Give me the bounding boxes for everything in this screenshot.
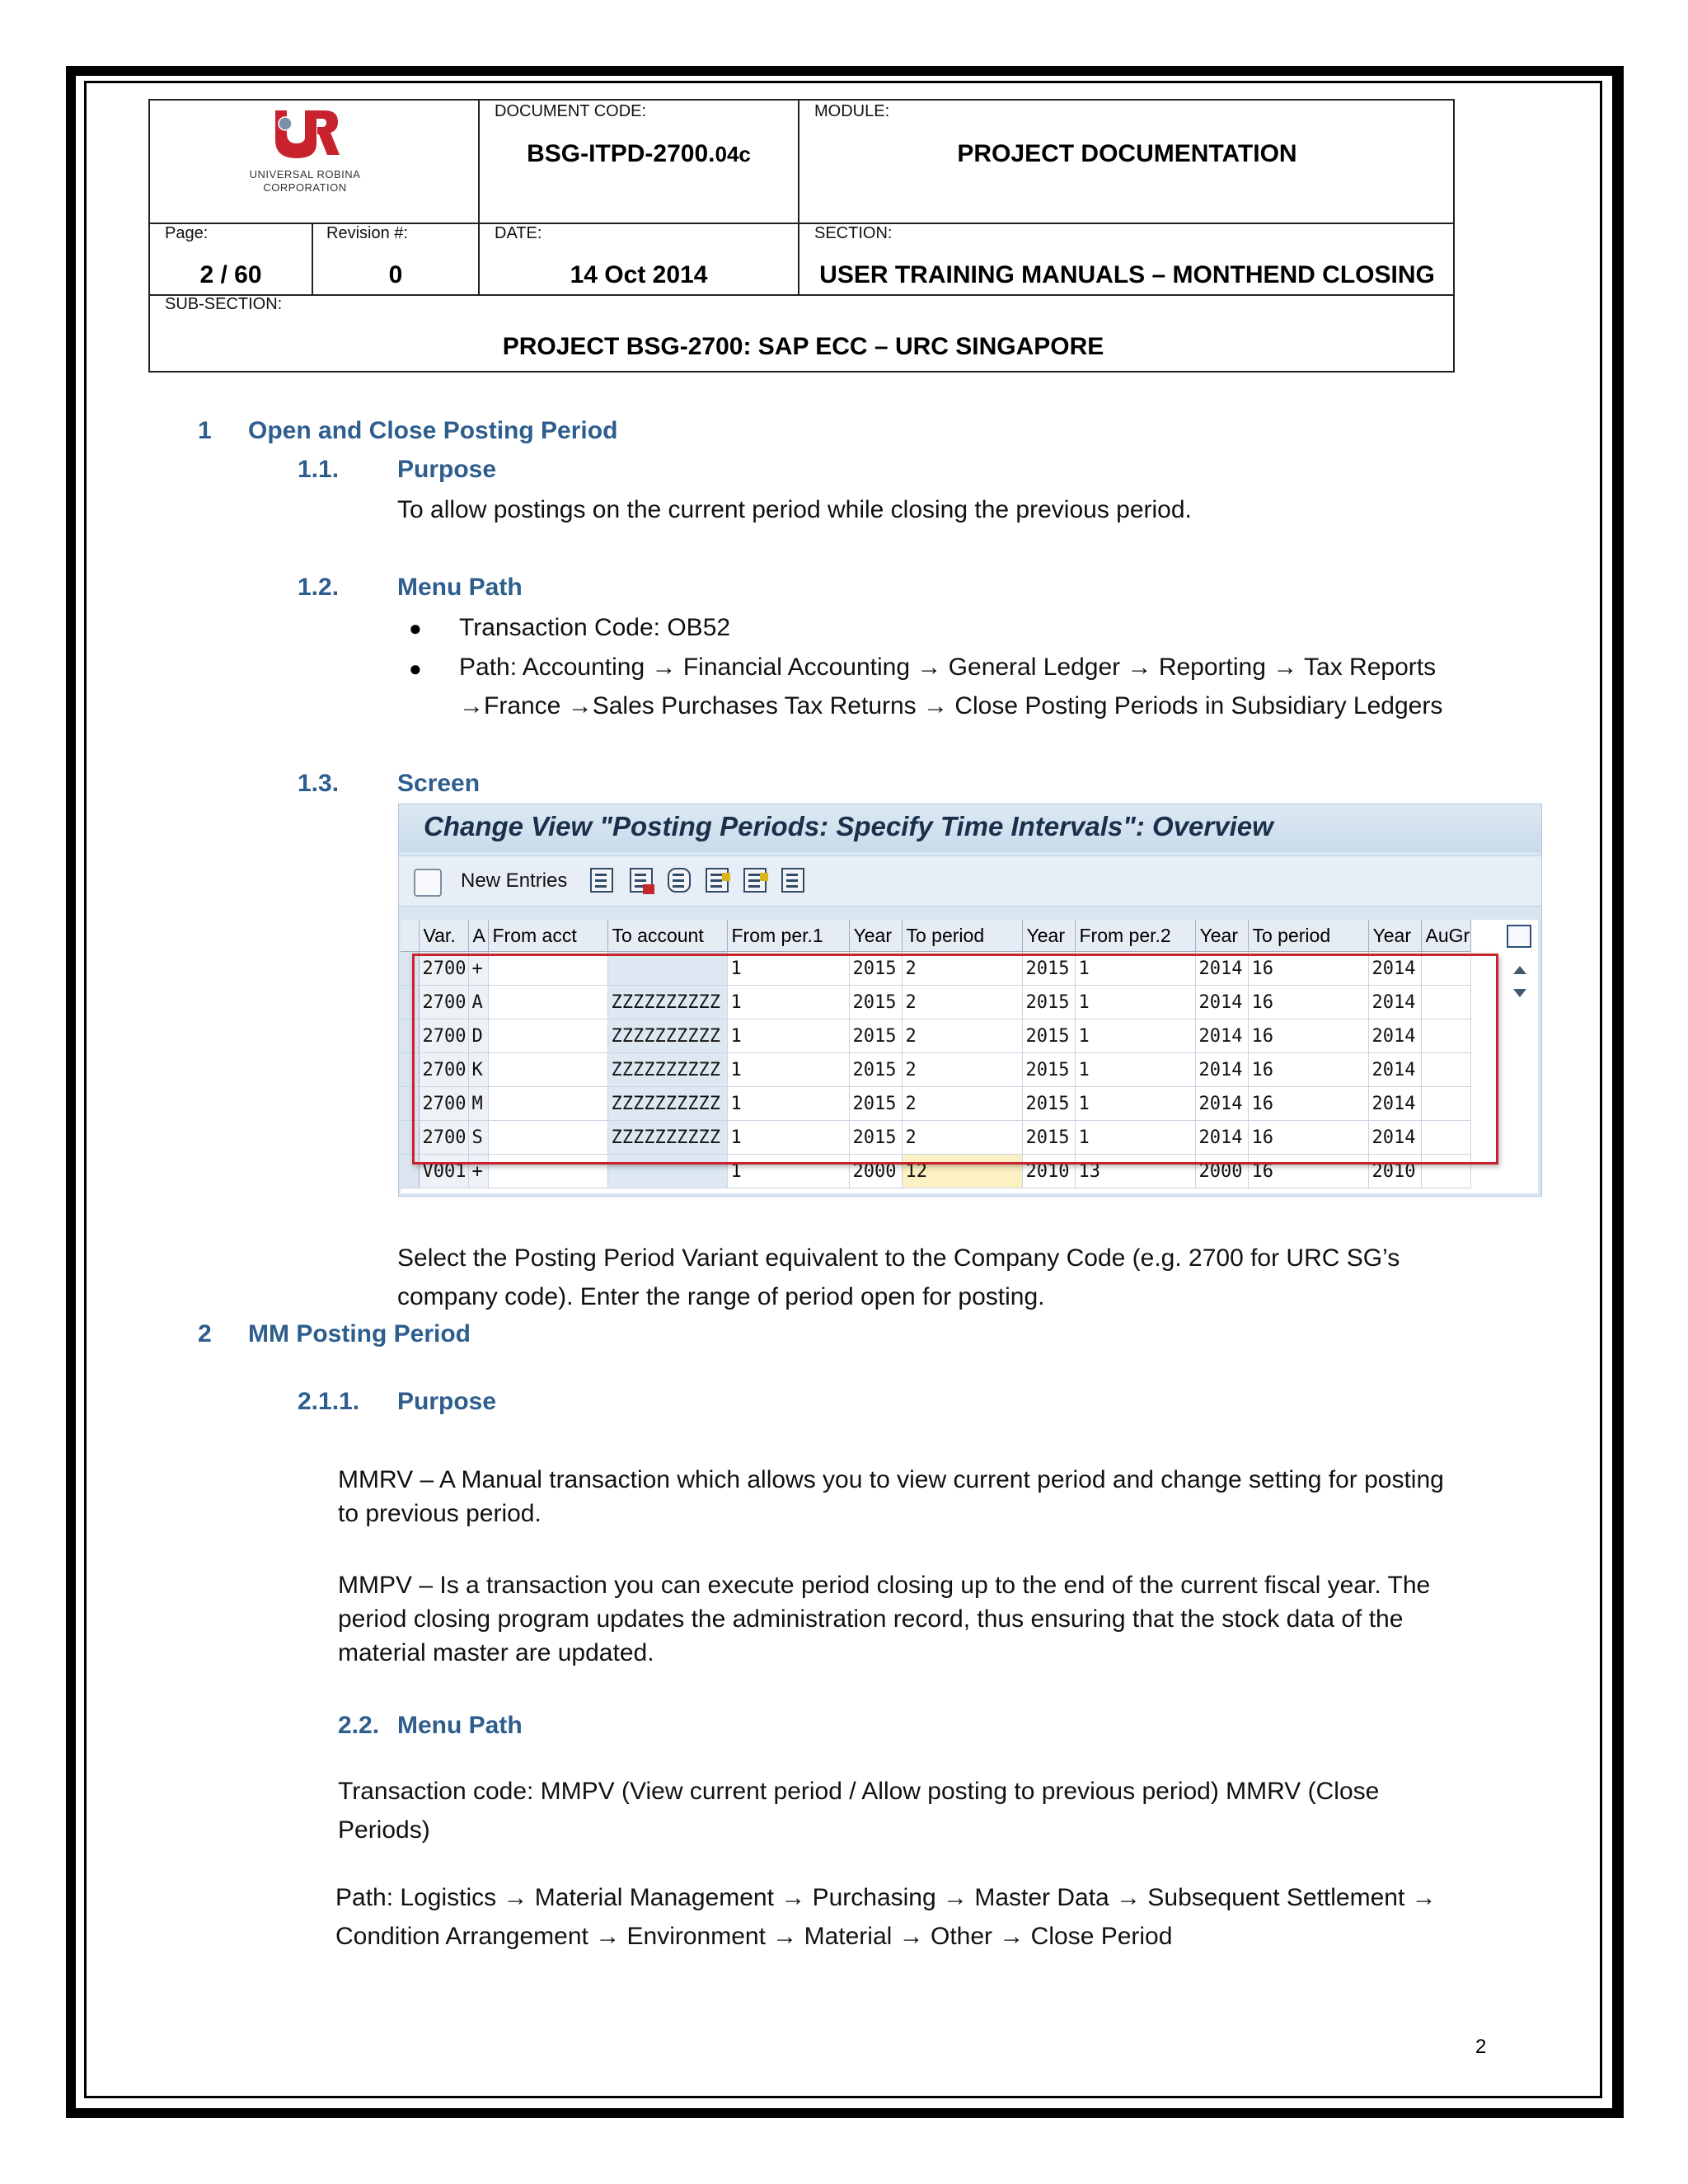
table-cell[interactable]: 1 — [727, 952, 849, 986]
table-cell[interactable]: 2700 — [419, 1087, 468, 1121]
column-header[interactable]: From acct — [488, 920, 607, 952]
table-cell[interactable]: 2 — [902, 952, 1022, 986]
table-cell[interactable]: 2014 — [1195, 1087, 1248, 1121]
table-cell[interactable]: + — [468, 952, 488, 986]
table-cell[interactable]: 16 — [1248, 1053, 1368, 1087]
table-cell[interactable]: 1 — [1075, 1053, 1195, 1087]
menu-path-line-2: →France →Sales Purchases Tax Returns → Close Posting Periods in Subsidiary Ledgers — [459, 692, 1443, 719]
column-header[interactable]: AuGr — [1421, 920, 1470, 952]
table-cell[interactable]: 2014 — [1368, 1053, 1421, 1087]
tcode-line-1: Transaction code: MMPV (View current period / Allow posting to previous period) MMRV (Close — [338, 1778, 1380, 1805]
table-cell[interactable]: 2014 — [1195, 1121, 1248, 1155]
table-cell[interactable]: 1 — [727, 1019, 849, 1053]
sap-screen-title: Change View "Posting Periods: Specify Time Intervals": Overview — [424, 811, 1273, 841]
table-cell[interactable]: 2000 — [1195, 1155, 1248, 1188]
table-cell[interactable]: 2010 — [1368, 1155, 1421, 1188]
column-header[interactable]: From per.2 — [1075, 920, 1195, 952]
table-cell[interactable]: 2700 — [419, 1019, 468, 1053]
table-cell[interactable]: 13 — [1075, 1155, 1195, 1188]
table-cell[interactable]: 1 — [1075, 1121, 1195, 1155]
table-cell[interactable]: 2014 — [1368, 952, 1421, 986]
table-cell[interactable]: 2015 — [1022, 1053, 1075, 1087]
mmrv-line-1: MMRV – A Manual transaction which allows you to view current period and change setting for posting — [338, 1466, 1444, 1493]
purpose-2-number: 2.1.1. — [298, 1388, 360, 1415]
table-cell[interactable]: 2015 — [849, 986, 902, 1019]
table-cell[interactable]: 2014 — [1368, 1121, 1421, 1155]
page-value: 2 / 60 — [199, 261, 262, 288]
bullet-icon: ● — [409, 616, 422, 640]
table-cell[interactable]: K — [468, 1053, 488, 1087]
mmrv-line-2: to previous period. — [338, 1500, 542, 1527]
table-cell[interactable]: ZZZZZZZZZZ — [607, 1121, 727, 1155]
table-cell[interactable]: 2 — [902, 1121, 1022, 1155]
document-header-table — [148, 99, 1455, 373]
menu-path-line-1: Path: Accounting → Financial Accounting → General Ledger → Reporting → Tax Reports — [459, 654, 1437, 681]
revision-value: 0 — [388, 261, 403, 288]
sap-title-bar — [399, 804, 1541, 852]
table-cell[interactable]: 12 — [902, 1155, 1022, 1188]
table-cell[interactable]: 1 — [727, 1121, 849, 1155]
table-cell[interactable]: + — [468, 1155, 488, 1188]
table-cell[interactable]: 1 — [727, 1155, 849, 1188]
page-number: 2 — [1475, 2036, 1487, 2058]
document-code-label: DOCUMENT CODE: — [495, 102, 647, 120]
table-cell[interactable]: ZZZZZZZZZZ — [607, 1053, 727, 1087]
table-cell[interactable]: 2 — [902, 986, 1022, 1019]
table-cell[interactable]: 16 — [1248, 986, 1368, 1019]
path-line-1: Path: Logistics → Material Management → Purchasing → Master Data → Subsequent Settlement → — [335, 1884, 1437, 1911]
subsection-value: PROJECT BSG-2700: SAP ECC – URC SINGAPORE — [502, 333, 1104, 360]
path-line-2: Condition Arrangement → Environment → Material → Other → Close Period — [335, 1923, 1173, 1950]
table-cell[interactable]: 2000 — [849, 1155, 902, 1188]
table-cell[interactable]: 2015 — [849, 1087, 902, 1121]
menu-path-title: Menu Path — [397, 574, 523, 601]
section-label: SECTION: — [814, 224, 893, 242]
delete-icon[interactable] — [630, 868, 653, 893]
select-block-icon[interactable] — [743, 868, 767, 893]
screen-number: 1.3. — [298, 770, 340, 797]
purpose-text: To allow postings on the current period while closing the previous period. — [397, 496, 1192, 523]
sap-toolbar — [399, 855, 1541, 907]
table-cell[interactable]: 2015 — [849, 952, 902, 986]
column-header[interactable]: Year — [849, 920, 902, 952]
module-value: PROJECT DOCUMENTATION — [957, 140, 1297, 167]
table-cell[interactable]: 2700 — [419, 952, 468, 986]
section-value: USER TRAINING MANUALS – MONTHEND CLOSING — [819, 261, 1435, 288]
screen-title: Screen — [397, 770, 481, 797]
column-header[interactable]: To period — [902, 920, 1022, 952]
table-cell[interactable]: 1 — [1075, 1087, 1195, 1121]
menu-path-number: 1.2. — [298, 574, 340, 601]
table-cell[interactable]: 2015 — [849, 1019, 902, 1053]
table-cell[interactable]: D — [468, 1019, 488, 1053]
copy-icon[interactable] — [590, 868, 613, 893]
tcode-line-2: Periods) — [338, 1816, 430, 1844]
table-cell[interactable]: 2700 — [419, 1121, 468, 1155]
table-cell[interactable]: 2014 — [1195, 1053, 1248, 1087]
screen-instruction-line-1: Select the Posting Period Variant equivalent to the Company Code (e.g. 2700 for URC SG’s — [397, 1244, 1400, 1272]
table-cell[interactable]: 2015 — [849, 1121, 902, 1155]
section-1-title: Open and Close Posting Period — [248, 417, 618, 444]
table-cell[interactable]: 2010 — [1022, 1155, 1075, 1188]
scroll-arrows[interactable] — [1510, 961, 1530, 1002]
column-header[interactable]: To period — [1248, 920, 1368, 952]
table-cell[interactable]: A — [468, 986, 488, 1019]
column-header[interactable]: Var. — [419, 920, 468, 952]
table-cell[interactable]: 16 — [1248, 1019, 1368, 1053]
table-cell[interactable]: 2014 — [1195, 952, 1248, 986]
table-cell[interactable]: 16 — [1248, 1155, 1368, 1188]
company-name: UNIVERSAL ROBINA CORPORATION — [249, 168, 361, 194]
table-cell[interactable]: 1 — [1075, 986, 1195, 1019]
table-cell[interactable]: 16 — [1248, 1087, 1368, 1121]
purpose-title: Purpose — [397, 456, 497, 483]
table-cell[interactable]: ZZZZZZZZZZ — [607, 1087, 727, 1121]
table-cell[interactable]: 2015 — [1022, 1121, 1075, 1155]
table-cell[interactable]: 2015 — [1022, 986, 1075, 1019]
table-cell[interactable]: 16 — [1248, 952, 1368, 986]
table-cell[interactable]: 2014 — [1368, 986, 1421, 1019]
table-cell[interactable]: 2015 — [1022, 1087, 1075, 1121]
bullet-icon: ● — [409, 656, 422, 681]
document-code-value: BSG-ITPD-2700.04c — [527, 140, 751, 167]
table-cell[interactable]: 1 — [727, 1053, 849, 1087]
table-cell[interactable]: ZZZZZZZZZZ — [607, 1019, 727, 1053]
table-cell[interactable]: 1 — [1075, 1019, 1195, 1053]
date-value: 14 Oct 2014 — [570, 261, 708, 288]
column-header[interactable]: Year — [1195, 920, 1248, 952]
table-cell[interactable]: ZZZZZZZZZZ — [607, 986, 727, 1019]
table-cell[interactable]: 2014 — [1368, 1019, 1421, 1053]
table-cell[interactable]: 2014 — [1368, 1087, 1421, 1121]
table-cell[interactable]: 2015 — [1022, 952, 1075, 986]
module-label: MODULE: — [814, 102, 890, 120]
column-header[interactable]: Year — [1022, 920, 1075, 952]
select-all-icon[interactable] — [706, 868, 729, 893]
undo-icon[interactable] — [668, 868, 691, 893]
table-cell[interactable]: V001 — [419, 1155, 468, 1188]
company-logo — [272, 107, 340, 158]
sap-check-icon[interactable] — [414, 869, 442, 897]
deselect-all-icon[interactable] — [781, 868, 804, 893]
subsection-label: SUB-SECTION: — [165, 295, 283, 313]
mmpv-line-3: material master are updated. — [338, 1639, 654, 1666]
column-header[interactable]: A — [468, 920, 488, 952]
highlight-box — [412, 954, 1498, 1165]
section-2-number: 2 — [198, 1320, 212, 1347]
table-cell[interactable]: 2700 — [419, 986, 468, 1019]
mmpv-line-2: period closing program updates the administration record, thus ensuring that the stock data of the — [338, 1605, 1404, 1633]
transaction-code-text: Transaction Code: OB52 — [459, 614, 731, 641]
page-border-shadow — [1612, 73, 1624, 2118]
section-1-number: 1 — [198, 417, 212, 444]
table-cell[interactable]: 1 — [727, 1087, 849, 1121]
table-settings-icon[interactable] — [1507, 925, 1531, 948]
menu-path-2-title: Menu Path — [397, 1712, 523, 1739]
screen-instruction-line-2: company code). Enter the range of period open for posting. — [397, 1283, 1045, 1310]
table-cell[interactable]: 2015 — [849, 1053, 902, 1087]
page-label: Page: — [165, 224, 209, 242]
mmpv-line-1: MMPV – Is a transaction you can execute period closing up to the end of the current fiscal year. The — [338, 1572, 1431, 1599]
purpose-number: 1.1. — [298, 456, 340, 483]
column-header[interactable]: To account — [607, 920, 727, 952]
table-cell[interactable]: 2 — [902, 1053, 1022, 1087]
table-cell[interactable]: 16 — [1248, 1121, 1368, 1155]
table-cell[interactable]: M — [468, 1087, 488, 1121]
table-cell[interactable]: 2015 — [1022, 1019, 1075, 1053]
purpose-2-title: Purpose — [397, 1388, 497, 1415]
table-cell[interactable]: 2700 — [419, 1053, 468, 1087]
table-cell[interactable]: 2014 — [1195, 1019, 1248, 1053]
table-cell[interactable]: 2014 — [1195, 986, 1248, 1019]
table-cell[interactable]: 1 — [1075, 952, 1195, 986]
date-label: DATE: — [495, 224, 542, 242]
table-cell[interactable]: 1 — [727, 986, 849, 1019]
table-cell[interactable]: S — [468, 1121, 488, 1155]
column-header[interactable]: Year — [1368, 920, 1421, 952]
table-cell[interactable]: 2 — [902, 1019, 1022, 1053]
column-header[interactable]: From per.1 — [727, 920, 849, 952]
revision-label: Revision #: — [326, 224, 408, 242]
new-entries-button[interactable]: New Entries — [461, 869, 568, 892]
table-cell[interactable]: 2 — [902, 1087, 1022, 1121]
table-header-row — [401, 920, 1470, 952]
menu-path-2-number: 2.2. — [338, 1712, 380, 1739]
section-2-title: MM Posting Period — [248, 1320, 471, 1347]
